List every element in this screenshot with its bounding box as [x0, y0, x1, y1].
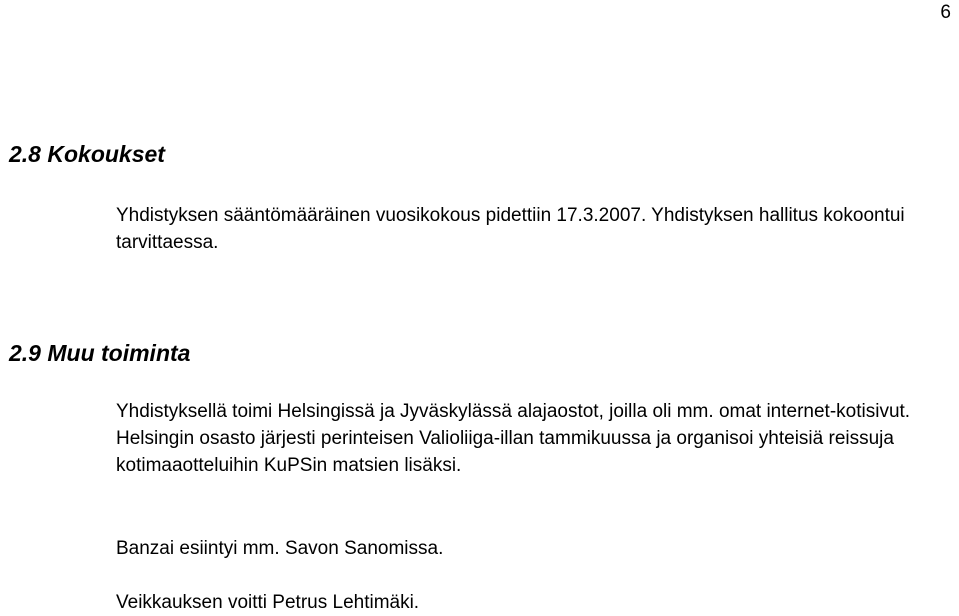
section-heading-kokoukset: 2.8 Kokoukset [9, 141, 165, 167]
section-heading-muu-toiminta: 2.9 Muu toiminta [9, 340, 191, 366]
paragraph-veikkaus: Veikkauksen voitti Petrus Lehtimäki. [116, 592, 420, 613]
paragraph-banzai: Banzai esiintyi mm. Savon Sanomissa. [116, 538, 444, 559]
page-number: 6 [940, 2, 951, 23]
paragraph-kokoukset: Yhdistyksen sääntömääräinen vuosikokous pidettiin 17.3.2007. Yhdistyksen hallitus kokoontui tarvittaessa. [116, 205, 905, 253]
paragraph-alajaostot: Yhdistyksellä toimi Helsingissä ja Jyväskylässä alajaostot, joilla oli mm. omat internet-kotisivut. Helsingin osasto järjesti perinteisen Valioliiga-illan tammikuussa ja organisoi yhteisiä reissuja kotimaaotteluihin KuPSin matsien lisäksi. [116, 401, 911, 476]
